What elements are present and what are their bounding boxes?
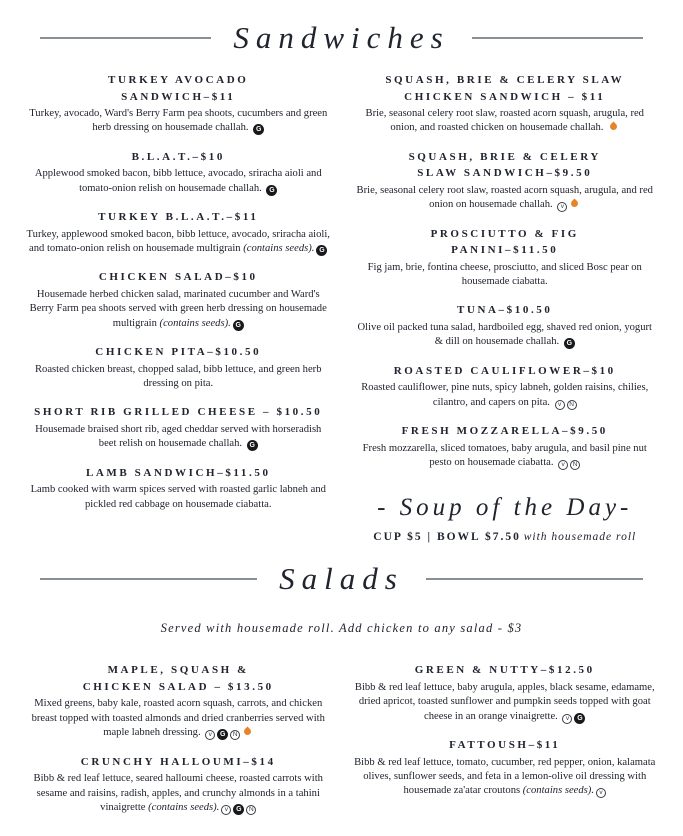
- dietary-v-icon: v: [555, 400, 565, 410]
- salads-subtitle: Served with housemade roll. Add chicken to any salad - $3: [160, 621, 523, 636]
- menu-item-name: SQUASH, BRIE & CELERY SLAW CHICKEN SANDWICH – $11: [385, 74, 625, 103]
- dietary-v-icon: v: [558, 460, 568, 470]
- dietary-g-icon: G: [564, 338, 575, 349]
- salads-columns: [26, 662, 657, 828]
- dietary-g-icon: G: [247, 440, 258, 451]
- menu-item-description: Fresh mozzarella, sliced tomatoes, baby arugula, and basil pine nut pesto on housemade ciabatta. v N: [362, 442, 647, 468]
- menu-item: [353, 226, 658, 290]
- dietary-g-icon: G: [233, 320, 244, 331]
- menu-item-name: LAMB SANDWICH–$11.50: [85, 466, 271, 479]
- spicy-droplet-icon: [570, 199, 580, 209]
- menu-item-name: MAPLE, SQUASH & CHICKEN SALAD – $13.50: [82, 664, 274, 693]
- menu-item-name: GREEN & NUTTY–$12.50: [414, 664, 595, 677]
- menu-item-description: Bibb & red leaf lettuce, tomato, cucumber, red pepper, onion, kalamata olives, sunflower seeds, and feta in a lemon-olive oil dressing with housemade za'atar croutons (contains seeds). v: [354, 756, 656, 797]
- dietary-n-icon: N: [246, 805, 256, 815]
- soup-price-note: with housemade roll: [523, 531, 637, 544]
- menu-item-name: TURKEY B.L.A.T.–$11: [98, 211, 259, 224]
- dietary-g-icon: G: [316, 245, 327, 256]
- menu-item: [353, 302, 658, 349]
- dietary-g-icon: G: [266, 185, 277, 196]
- soup-pricing: [353, 531, 658, 543]
- spicy-droplet-icon: [609, 122, 619, 132]
- dietary-v-icon: v: [557, 202, 567, 212]
- menu-item-name: CHICKEN SALAD–$10: [98, 271, 258, 284]
- menu-item-description: Applewood smoked bacon, bibb lettuce, avocado, sriracha aioli and tomato-onion relish on housemade challah. G: [34, 168, 322, 194]
- sandwiches-columns: [26, 72, 657, 543]
- dietary-n-icon: N: [230, 730, 240, 740]
- sandwiches-right-items: [353, 72, 658, 470]
- salads-left-column: [26, 662, 331, 828]
- menu-item-description: Bibb & red leaf lettuce, seared halloumi cheese, roasted carrots with sesame and raisins, radish, apples, and crunchy almonds in a tahini vinaigrette (contains seeds). v G N: [33, 773, 323, 813]
- dietary-v-icon: v: [596, 788, 606, 798]
- menu-item-name: CRUNCHY HALLOUMI–$14: [80, 755, 276, 768]
- menu-item-name: CHICKEN PITA–$10.50: [95, 346, 262, 359]
- menu-item-description: Roasted chicken breast, chopped salad, bibb lettuce, and green herb dressing on pita.: [34, 363, 322, 390]
- dietary-g-icon: G: [217, 729, 228, 740]
- spicy-droplet-icon: [243, 727, 253, 737]
- menu-item: [26, 404, 331, 451]
- sandwiches-title: Sandwiches: [233, 20, 450, 55]
- menu-item-description: Roasted cauliflower, pine nuts, spicy labneh, golden raisins, chilies, cilantro, and capers on pita. v N: [361, 382, 649, 408]
- menu-item-name: B.L.A.T.–$10: [131, 150, 225, 163]
- menu-item-description: Housemade herbed chicken salad, marinated cucumber and Ward's Berry Farm pea shoots served with green herb dressing on housemade multigrain (contains seeds). G: [29, 288, 327, 329]
- menu-item: [26, 662, 331, 740]
- menu-item: [26, 754, 331, 816]
- soup-title: - Soup of the Day-: [377, 494, 633, 522]
- menu-item: [26, 209, 331, 256]
- sandwiches-header: [40, 20, 643, 56]
- dietary-v-icon: v: [221, 805, 231, 815]
- divider-line-right: [426, 578, 643, 580]
- divider-line-left: [40, 37, 211, 39]
- divider-line-right: [472, 37, 643, 39]
- menu-item-name: TURKEY AVOCADO SANDWICH–$11: [108, 74, 249, 103]
- menu-item-name: SQUASH, BRIE & CELERY SLAW SANDWICH–$9.50: [408, 150, 601, 180]
- menu-item: [26, 149, 331, 196]
- dietary-g-icon: G: [233, 804, 244, 815]
- menu-item-description: Mixed greens, baby kale, roasted acorn squash, carrots, and chicken breast topped with toasted almonds and dried cranberries served with maple labneh dressing. v G N: [31, 698, 325, 739]
- menu-item-description: Olive oil packed tuna salad, hardboiled egg, shaved red onion, yogurt & dill on housemade challah. G: [357, 321, 652, 348]
- salads-header: [40, 561, 643, 597]
- menu-item-description: Fig jam, brie, fontina cheese, prosciutto, and sliced Bosc pear on housemade ciabatta.: [367, 261, 642, 288]
- menu-item-description: Turkey, avocado, Ward's Berry Farm pea shoots, cucumbers and green herb dressing on housemade challah. G: [29, 108, 328, 134]
- menu-item-name: FATTOUSH–$11: [449, 739, 561, 752]
- dietary-n-icon: N: [567, 400, 577, 410]
- salads-right-column: [353, 662, 658, 828]
- soup-price-cup-bowl: CUP $5 | BOWL $7.50: [373, 531, 521, 544]
- dietary-g-icon: G: [253, 124, 264, 135]
- menu-item: [353, 363, 658, 410]
- menu-item: [353, 737, 658, 799]
- menu-item-name: ROASTED CAULIFLOWER–$10: [393, 364, 616, 377]
- soup-of-the-day-section: [353, 494, 658, 543]
- sandwiches-right-column: [353, 72, 658, 543]
- menu-item-description: Brie, seasonal celery root slaw, roasted acorn squash, arugula, and red onion on housemade challah. v: [356, 184, 653, 211]
- menu-item-description: Bibb & red leaf lettuce, baby arugula, apples, black sesame, edamame, dried apricot, toasted sunflower and pumpkin seeds topped with goat cheese in an orange vinaigrette. v G: [354, 681, 655, 722]
- divider-line-left: [40, 578, 257, 580]
- menu-item: [353, 662, 658, 724]
- menu-item: [353, 72, 658, 136]
- menu-item-description: Lamb cooked with warm spices served with roasted garlic labneh and pickled red cabbage on housemade ciabatta.: [30, 484, 326, 510]
- dietary-n-icon: N: [570, 460, 580, 470]
- menu-item: [26, 465, 331, 512]
- menu-item: [26, 269, 331, 331]
- menu-item: [26, 72, 331, 136]
- salads-section: [26, 561, 657, 828]
- menu-item-name: PROSCIUTTO & FIG PANINI–$11.50: [430, 227, 579, 257]
- menu-item-description: Turkey, applewood smoked bacon, bibb lettuce, avocado, sriracha aioli, and tomato-onion relish on housemade multigrain (contains seeds). G: [26, 228, 330, 255]
- menu-item-name: SHORT RIB GRILLED CHEESE – $10.50: [34, 406, 323, 419]
- salads-title: Salads: [279, 561, 404, 597]
- menu-item-name: TUNA–$10.50: [456, 304, 553, 317]
- sandwiches-left-column: [26, 72, 331, 543]
- dietary-v-icon: v: [562, 714, 572, 724]
- menu-item-description: Brie, seasonal celery root slaw, roasted acorn squash, arugula, red onion, and roasted chicken on housemade challah.: [365, 108, 644, 134]
- dietary-g-icon: G: [574, 713, 585, 724]
- menu-item-description: Housemade braised short rib, aged cheddar served with horseradish beet relish on housemade challah. G: [35, 423, 322, 450]
- menu-item-name: FRESH MOZZARELLA–$9.50: [401, 425, 608, 438]
- menu-item: [26, 344, 331, 391]
- dietary-v-icon: v: [205, 730, 215, 740]
- menu-item: [353, 149, 658, 213]
- menu-item: [353, 423, 658, 470]
